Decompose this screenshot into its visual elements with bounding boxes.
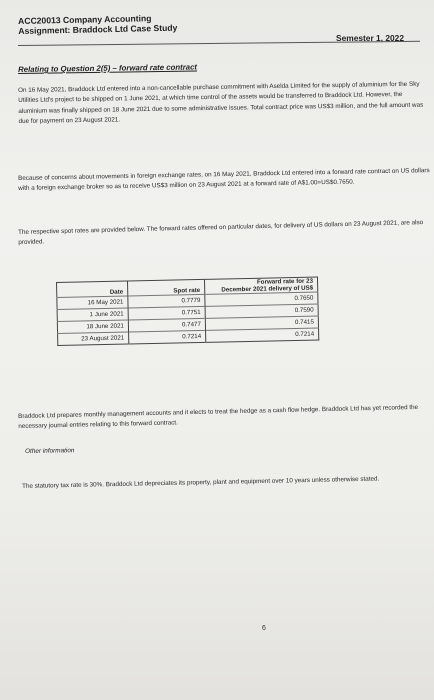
rates-table-wrapper <box>56 277 319 346</box>
header-spot-rate: Spot rate <box>173 286 201 295</box>
cell-forward: 0.7214 <box>206 328 319 342</box>
header-divider <box>18 41 420 46</box>
header-date: Date <box>57 281 128 297</box>
cell-forward: 0.7650 <box>205 292 318 306</box>
paragraph-text: The statutory tax rate is 30%. Braddock Ltd depreciates its property, plant and equipment over 10 years unless otherwise stated. <box>22 475 380 490</box>
paragraph-text: Because of concerns about movements in foreign exchange rates, on 16 May 2021, Braddock Ltd entered into a forward rate contract on US dollars with a foreign exchange broker so as to receive US$3 million on 23 August 2021 at a forward rate of A$1.00=US$0.7650. <box>18 167 430 193</box>
cell-forward: 0.7590 <box>205 304 318 318</box>
cell-date: 23 August 2021 <box>58 332 129 345</box>
paragraph-forward-contract <box>18 166 430 195</box>
paragraph-tax-rate <box>22 473 434 492</box>
paragraph-rates-intro <box>18 218 430 249</box>
cell-spot: 0.7751 <box>128 306 205 320</box>
cell-spot: 0.7779 <box>128 294 205 308</box>
cell-date: 16 May 2021 <box>57 296 128 309</box>
paragraph-purchase-commitment <box>18 80 431 128</box>
cell-spot: 0.7477 <box>128 318 205 332</box>
paragraph-text: The respective spot rates are provided below. The forward rates offered on particular dates, for delivery of US dollars on 23 August 2021, are also provided. <box>18 219 424 247</box>
other-information-heading: Other information <box>25 447 75 455</box>
cell-spot: 0.7214 <box>129 330 206 344</box>
cell-forward: 0.7415 <box>205 316 318 330</box>
cell-date: 1 June 2021 <box>57 308 128 321</box>
course-title: ACC20013 Company Accounting <box>18 13 152 26</box>
page-number: 6 <box>262 625 266 632</box>
header-forward-rate: Forward rate for 23 December 2021 delivery of US$ <box>204 277 317 294</box>
assignment-title: Assignment: Braddock Ltd Case Study <box>18 22 178 36</box>
section-title: Relating to Question 2(5) – forward rate contract <box>18 62 198 74</box>
paragraph-cash-flow-hedge <box>18 402 434 433</box>
paragraph-text: Braddock Ltd prepares monthly management accounts and it elects to treat the hedge as a cash flow hedge. Braddock Ltd has yet recorded the necessary journal entries relating to this forward contract. <box>18 403 419 431</box>
semester-label: Semester 1, 2022 <box>336 33 404 43</box>
paragraph-text: On 16 May 2021, Braddock Ltd entered into a non-cancellable purchase commitment with Aselda Limited for the supply of aluminium for the Sky Utilities Ltd's project to be shipped on 1 June 2021, at which time control of the assets would be transferred to Braddock Ltd. However, the aluminium was finally shipped on 18 June 2021 due to some administrative issues. Total contract price was US$3 million, and the full amount was due for payment on 23 August 2021. <box>18 80 424 126</box>
cell-date: 18 June 2021 <box>57 320 128 333</box>
rates-table <box>56 277 319 346</box>
course-header <box>18 13 177 36</box>
